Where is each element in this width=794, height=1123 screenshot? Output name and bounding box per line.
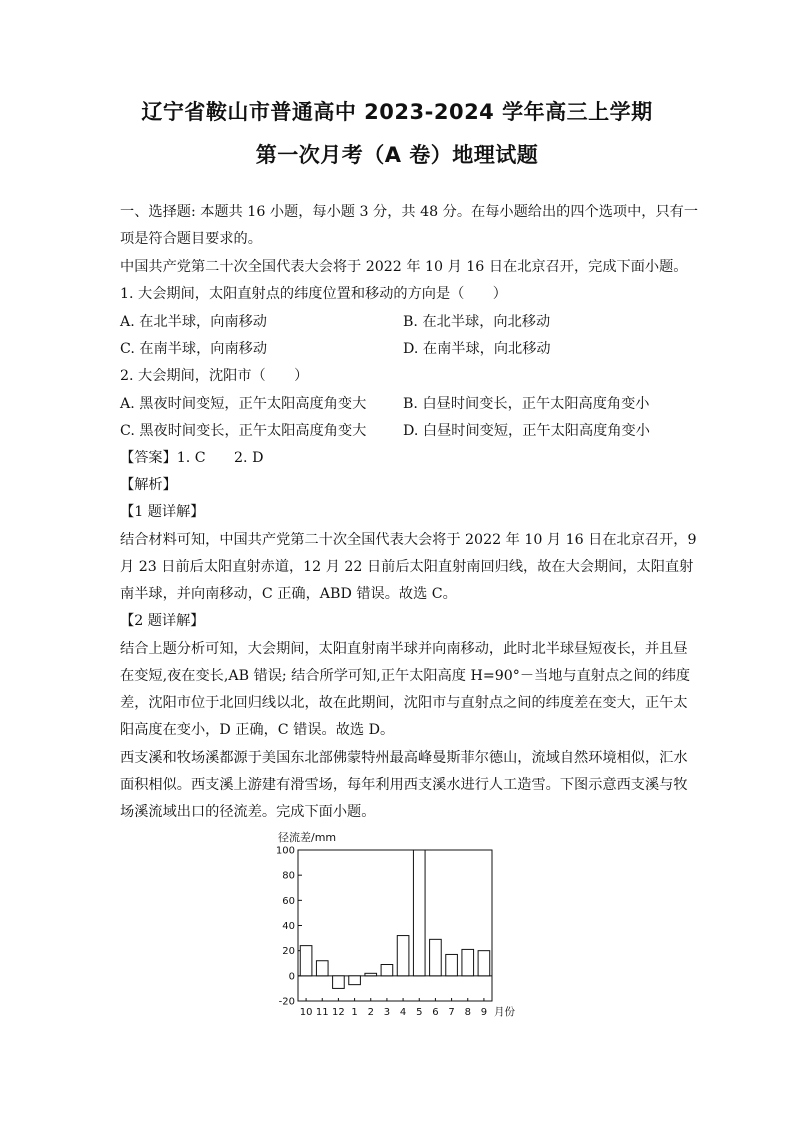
x-tick-label: 12 <box>332 1007 345 1018</box>
x-tick-label: 8 <box>464 1007 471 1018</box>
detail-2-heading: 【2 题详解】 <box>120 613 205 629</box>
y-tick-label: -20 <box>278 996 295 1008</box>
section-intro: 一、选择题: 本题共 16 小题，每小题 3 分，共 48 分。在每小题给出的四个选项中，只有一 <box>120 204 699 220</box>
x-tick-label: 11 <box>315 1007 329 1018</box>
y-tick-label: 20 <box>282 946 295 958</box>
question-2-option-a: A. 黑夜时间变短，正午太阳高度角变大 <box>120 396 367 412</box>
document-title-line1: 辽宁省鞍山市普通高中 2023-2024 学年高三上学期 <box>141 100 653 124</box>
question-1-option-a: A. 在北半球，向南移动 <box>120 314 267 330</box>
bar-4 <box>397 936 409 976</box>
section-intro-cont: 项是符合题目要求的。 <box>120 231 262 247</box>
material-2-text: 场溪流域出口的径流差。完成下面小题。 <box>120 804 376 820</box>
detail-2-text: 结合上题分析可知，大会期间，太阳直射南半球并向南移动，此时北半球昼短夜长，并且昼 <box>120 641 688 657</box>
x-tick-label: 9 <box>480 1007 488 1018</box>
answer-line: 【答案】1. C 2. D <box>120 450 264 466</box>
y-axis-label: 径流差/mm <box>278 831 337 844</box>
bar-10 <box>300 946 312 976</box>
detail-1-text: 月 23 日前后太阳直射赤道，12 月 22 日前后太阳直射南回归线，故在大会期间，太阳直射 <box>120 559 694 575</box>
bar-9 <box>478 951 490 976</box>
bar-1 <box>349 976 361 985</box>
x-tick-label: 10 <box>299 1007 313 1018</box>
y-tick-label: 100 <box>275 845 295 857</box>
bar-5 <box>413 850 425 976</box>
y-tick-label: 80 <box>282 870 295 882</box>
material-2-text: 面积相似。西支溪上游建有滑雪场，每年利用西支溪水进行人工造雪。下图示意西支溪与牧 <box>120 777 688 793</box>
bar-7 <box>446 954 458 975</box>
plot-frame <box>298 850 492 1001</box>
material-2-text: 西支溪和牧场溪都源于美国东北部佛蒙特州最高峰曼斯菲尔德山，流域自然环境相似，汇水 <box>120 750 688 766</box>
x-tick-label: 5 <box>416 1007 423 1018</box>
x-tick-label: 4 <box>399 1007 407 1018</box>
detail-2-text: 阳高度在变小，D 正确，C 错误。故选 D。 <box>120 722 395 738</box>
detail-2-text: 在变短,夜在变长,AB 错误; 结合所学可知,正午太阳高度 H=90°－当地与直射点之间的纬度 <box>120 668 691 684</box>
analysis-heading: 【解析】 <box>120 477 177 493</box>
x-tick-label: 6 <box>432 1007 439 1018</box>
detail-1-text: 结合材料可知，中国共产党第二十次全国代表大会将于 2022 年 10 月 16 日在北京召开，9 <box>120 532 697 548</box>
question-1-options-row <box>120 312 680 332</box>
y-tick-label: 60 <box>282 895 295 907</box>
question-2-option-d: D. 白昼时间变短，正午太阳高度角变小 <box>403 423 650 439</box>
bar-8 <box>462 949 474 975</box>
x-tick-label: 3 <box>383 1007 391 1018</box>
bar-12 <box>333 976 345 989</box>
detail-1-text: 南半球，并向南移动，C 正确，ABD 错误。故选 C。 <box>120 586 457 602</box>
y-tick-label: 40 <box>282 921 295 932</box>
document-title-line2: 第一次月考（A 卷）地理试题 <box>255 143 539 167</box>
detail-2-text: 差，沈阳市位于北回归线以北，故在此期间，沈阳市与直射点之间的纬度差在变大，正午太 <box>120 695 688 711</box>
runoff-chart-svg <box>268 828 538 1023</box>
question-1-options-row <box>120 339 680 359</box>
x-axis-label: 月份 <box>494 1006 515 1018</box>
question-1-stem: 1. 大会期间，太阳直射点的纬度位置和移动的方向是（ ） <box>120 286 507 302</box>
question-2-stem: 2. 大会期间，沈阳市（ ） <box>120 368 309 384</box>
x-tick-label: 7 <box>448 1007 455 1018</box>
question-1-option-c: C. 在南半球，向南移动 <box>120 341 268 357</box>
bar-11 <box>316 961 328 976</box>
detail-1-heading: 【1 题详解】 <box>120 504 205 520</box>
material-paragraph: 中国共产党第二十次全国代表大会将于 2022 年 10 月 16 日在北京召开，完成下面小题。 <box>120 259 688 275</box>
y-tick-label: 0 <box>288 971 295 983</box>
question-2-options-row <box>120 421 680 441</box>
x-tick-label: 2 <box>367 1007 374 1018</box>
question-2-option-c: C. 黑夜时间变长，正午太阳高度角变大 <box>120 423 367 439</box>
question-1-option-b: B. 在北半球，向北移动 <box>403 314 551 330</box>
question-2-options-row <box>120 394 680 414</box>
question-1-option-d: D. 在南半球，向北移动 <box>403 341 551 357</box>
runoff-difference-chart <box>268 828 538 1027</box>
x-tick-label: 1 <box>351 1007 358 1018</box>
bar-2 <box>365 973 377 976</box>
bar-6 <box>430 939 442 975</box>
question-2-option-b: B. 白昼时间变长，正午太阳高度角变小 <box>403 396 650 412</box>
bar-3 <box>381 965 393 976</box>
